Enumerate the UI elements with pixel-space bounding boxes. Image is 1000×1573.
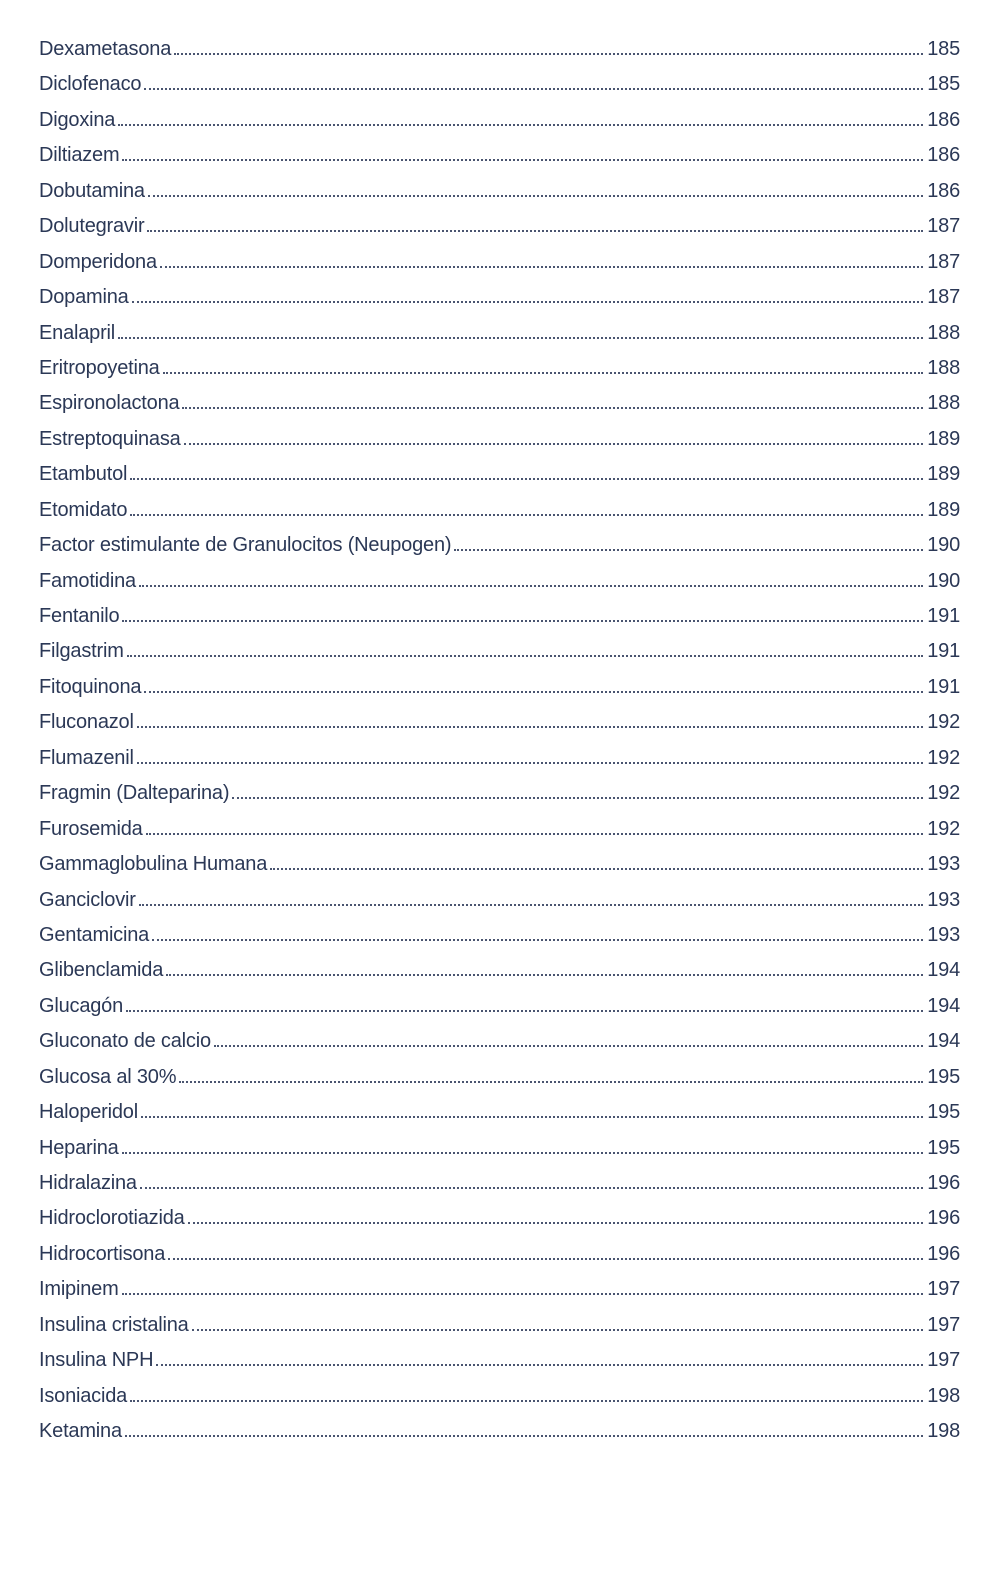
dot-leader: [130, 1400, 923, 1402]
toc-entry[interactable]: [39, 634, 960, 669]
entry-name: Etomidato: [39, 498, 128, 521]
entry-name: Diltiazem: [39, 144, 120, 167]
entry-page-number: 198: [927, 1420, 960, 1443]
dot-leader: [118, 337, 923, 339]
entry-page-number: 190: [927, 569, 960, 592]
toc-entry[interactable]: [39, 1414, 960, 1449]
toc-entry[interactable]: [39, 67, 960, 102]
toc-entry[interactable]: [39, 1166, 960, 1201]
dot-leader: [127, 655, 924, 657]
entry-page-number: 188: [927, 321, 960, 344]
entry-name: Fragmin (Dalteparina): [39, 782, 230, 805]
dot-leader: [137, 726, 923, 728]
entry-page-number: 188: [927, 356, 960, 379]
entry-name: Factor estimulante de Granulocitos (Neupogen): [39, 534, 452, 557]
entry-page-number: 195: [927, 1136, 960, 1159]
entry-name: Dolutegravir: [39, 215, 145, 238]
toc-entry[interactable]: [39, 386, 960, 421]
entry-page-number: 192: [927, 746, 960, 769]
entry-name: Enalapril: [39, 321, 116, 344]
toc-entry[interactable]: [39, 351, 960, 386]
entry-page-number: 189: [927, 427, 960, 450]
entry-name: Isoniacida: [39, 1384, 128, 1407]
dot-leader: [214, 1045, 923, 1047]
toc-entry[interactable]: [39, 776, 960, 811]
dot-leader: [147, 230, 923, 232]
dot-leader: [179, 1081, 923, 1083]
entry-page-number: 187: [927, 286, 960, 309]
toc-entry[interactable]: [39, 422, 960, 457]
toc-entry[interactable]: [39, 1095, 960, 1130]
entry-page-number: 191: [927, 675, 960, 698]
dot-leader: [270, 868, 923, 870]
entry-name: Flumazenil: [39, 746, 134, 769]
entry-name: Espironolactona: [39, 392, 180, 415]
dot-leader: [130, 478, 923, 480]
entry-name: Glibenclamida: [39, 959, 164, 982]
entry-name: Dexametasona: [39, 38, 172, 60]
entry-name: Ketamina: [39, 1420, 122, 1443]
toc-entry[interactable]: [39, 174, 960, 209]
entry-name: Heparina: [39, 1136, 119, 1159]
entry-page-number: 193: [927, 853, 960, 876]
entry-page-number: 196: [927, 1172, 960, 1194]
toc-entry[interactable]: [39, 103, 960, 138]
entry-page-number: 192: [927, 817, 960, 840]
dot-leader: [126, 1010, 923, 1012]
entry-page-number: 197: [927, 1349, 960, 1372]
toc-entry[interactable]: [39, 1379, 960, 1414]
entry-name: Gammaglobulina Humana: [39, 853, 268, 876]
entry-page-number: 194: [927, 994, 960, 1017]
toc-entry[interactable]: [39, 1131, 960, 1166]
entry-name: Famotidina: [39, 569, 136, 592]
entry-name: Imipinem: [39, 1278, 119, 1301]
entry-page-number: 187: [927, 215, 960, 238]
entry-page-number: 192: [927, 782, 960, 805]
entry-page-number: 187: [927, 250, 960, 273]
toc-entry[interactable]: [39, 989, 960, 1024]
dot-leader: [188, 1222, 924, 1224]
entry-name: Hidrocortisona: [39, 1242, 166, 1265]
toc-entry[interactable]: [39, 1060, 960, 1095]
entry-name: Insulina cristalina: [39, 1313, 189, 1336]
dot-leader: [144, 691, 923, 693]
toc-entry[interactable]: [39, 138, 960, 173]
dot-leader: [148, 195, 923, 197]
entry-name: Haloperidol: [39, 1101, 138, 1124]
dot-leader: [137, 762, 924, 764]
entry-page-number: 196: [927, 1242, 960, 1265]
entry-page-number: 185: [927, 73, 960, 96]
entry-name: Fluconazol: [39, 711, 134, 734]
entry-page-number: 186: [927, 144, 960, 167]
dot-leader: [454, 549, 923, 551]
entry-name: Estreptoquinasa: [39, 427, 181, 450]
dot-leader: [166, 974, 923, 976]
entry-page-number: 195: [927, 1065, 960, 1088]
toc-entry[interactable]: [39, 883, 960, 918]
dot-leader: [122, 1152, 924, 1154]
dot-leader: [163, 372, 924, 374]
entry-name: Diclofenaco: [39, 73, 142, 96]
dot-leader: [141, 1116, 923, 1118]
dot-leader: [122, 1293, 924, 1295]
entry-page-number: 185: [927, 38, 960, 60]
entry-page-number: 197: [927, 1313, 960, 1336]
entry-name: Furosemida: [39, 817, 143, 840]
entry-page-number: 186: [927, 108, 960, 131]
toc-entry[interactable]: [39, 564, 960, 599]
entry-name: Digoxina: [39, 108, 116, 131]
dot-leader: [192, 1329, 924, 1331]
dot-leader: [122, 159, 923, 161]
toc-entry[interactable]: [39, 1201, 960, 1236]
dot-leader: [140, 1187, 923, 1189]
entry-name: Filgastrim: [39, 640, 124, 663]
entry-name: Ganciclovir: [39, 888, 136, 911]
toc-entry[interactable]: [39, 705, 960, 740]
toc-entry[interactable]: [39, 1237, 960, 1272]
entry-page-number: 197: [927, 1278, 960, 1301]
dot-leader: [118, 124, 923, 126]
dot-leader: [146, 833, 924, 835]
toc-entry[interactable]: [39, 1272, 960, 1307]
entry-name: Glucagón: [39, 994, 124, 1017]
dot-leader: [132, 301, 924, 303]
toc-entry[interactable]: [39, 1308, 960, 1343]
entry-name: Eritropoyetina: [39, 356, 160, 379]
dot-leader: [122, 620, 923, 622]
toc-entry[interactable]: [39, 953, 960, 988]
toc-entry[interactable]: [39, 32, 960, 67]
entry-name: Insulina NPH: [39, 1349, 154, 1372]
entry-name: Gentamicina: [39, 923, 150, 946]
toc-entry[interactable]: [39, 209, 960, 244]
toc-entry[interactable]: [39, 245, 960, 280]
entry-page-number: 190: [927, 534, 960, 557]
toc-entry[interactable]: [39, 918, 960, 953]
toc-entry[interactable]: [39, 528, 960, 563]
entry-name: Fitoquinona: [39, 675, 142, 698]
entry-name: Fentanilo: [39, 605, 120, 627]
entry-page-number: 186: [927, 179, 960, 202]
dot-leader: [168, 1258, 923, 1260]
dot-leader: [156, 1364, 923, 1366]
table-of-contents: [39, 32, 960, 1450]
dot-leader: [160, 266, 923, 268]
entry-page-number: 195: [927, 1101, 960, 1124]
dot-leader: [182, 407, 923, 409]
dot-leader: [152, 939, 923, 941]
toc-entry[interactable]: [39, 457, 960, 492]
toc-entry[interactable]: [39, 316, 960, 351]
entry-name: Domperidona: [39, 250, 157, 273]
entry-page-number: 191: [927, 605, 960, 627]
dot-leader: [174, 53, 923, 55]
entry-name: Hidroclorotiazida: [39, 1207, 185, 1230]
entry-page-number: 188: [927, 392, 960, 415]
dot-leader: [144, 88, 923, 90]
entry-page-number: 198: [927, 1384, 960, 1407]
entry-page-number: 189: [927, 463, 960, 486]
entry-page-number: 194: [927, 1030, 960, 1053]
entry-name: Hidralazina: [39, 1172, 137, 1194]
entry-page-number: 194: [927, 959, 960, 982]
toc-entry[interactable]: [39, 280, 960, 315]
dot-leader: [232, 797, 923, 799]
toc-entry[interactable]: [39, 847, 960, 882]
dot-leader: [139, 904, 924, 906]
entry-page-number: 193: [927, 888, 960, 911]
entry-name: Glucosa al 30%: [39, 1065, 177, 1088]
dot-leader: [125, 1435, 923, 1437]
entry-page-number: 193: [927, 923, 960, 946]
toc-entry[interactable]: [39, 1024, 960, 1059]
toc-entry[interactable]: [39, 670, 960, 705]
entry-name: Dobutamina: [39, 179, 145, 202]
entry-page-number: 189: [927, 498, 960, 521]
entry-page-number: 196: [927, 1207, 960, 1230]
toc-entry[interactable]: [39, 599, 960, 634]
dot-leader: [130, 514, 923, 516]
toc-entry[interactable]: [39, 741, 960, 776]
dot-leader: [184, 443, 924, 445]
toc-entry[interactable]: [39, 1343, 960, 1378]
toc-entry[interactable]: [39, 812, 960, 847]
entry-name: Gluconato de calcio: [39, 1030, 211, 1053]
entry-name: Dopamina: [39, 286, 129, 309]
toc-entry[interactable]: [39, 493, 960, 528]
dot-leader: [139, 585, 923, 587]
entry-page-number: 191: [927, 640, 960, 663]
entry-page-number: 192: [927, 711, 960, 734]
entry-name: Etambutol: [39, 463, 128, 486]
